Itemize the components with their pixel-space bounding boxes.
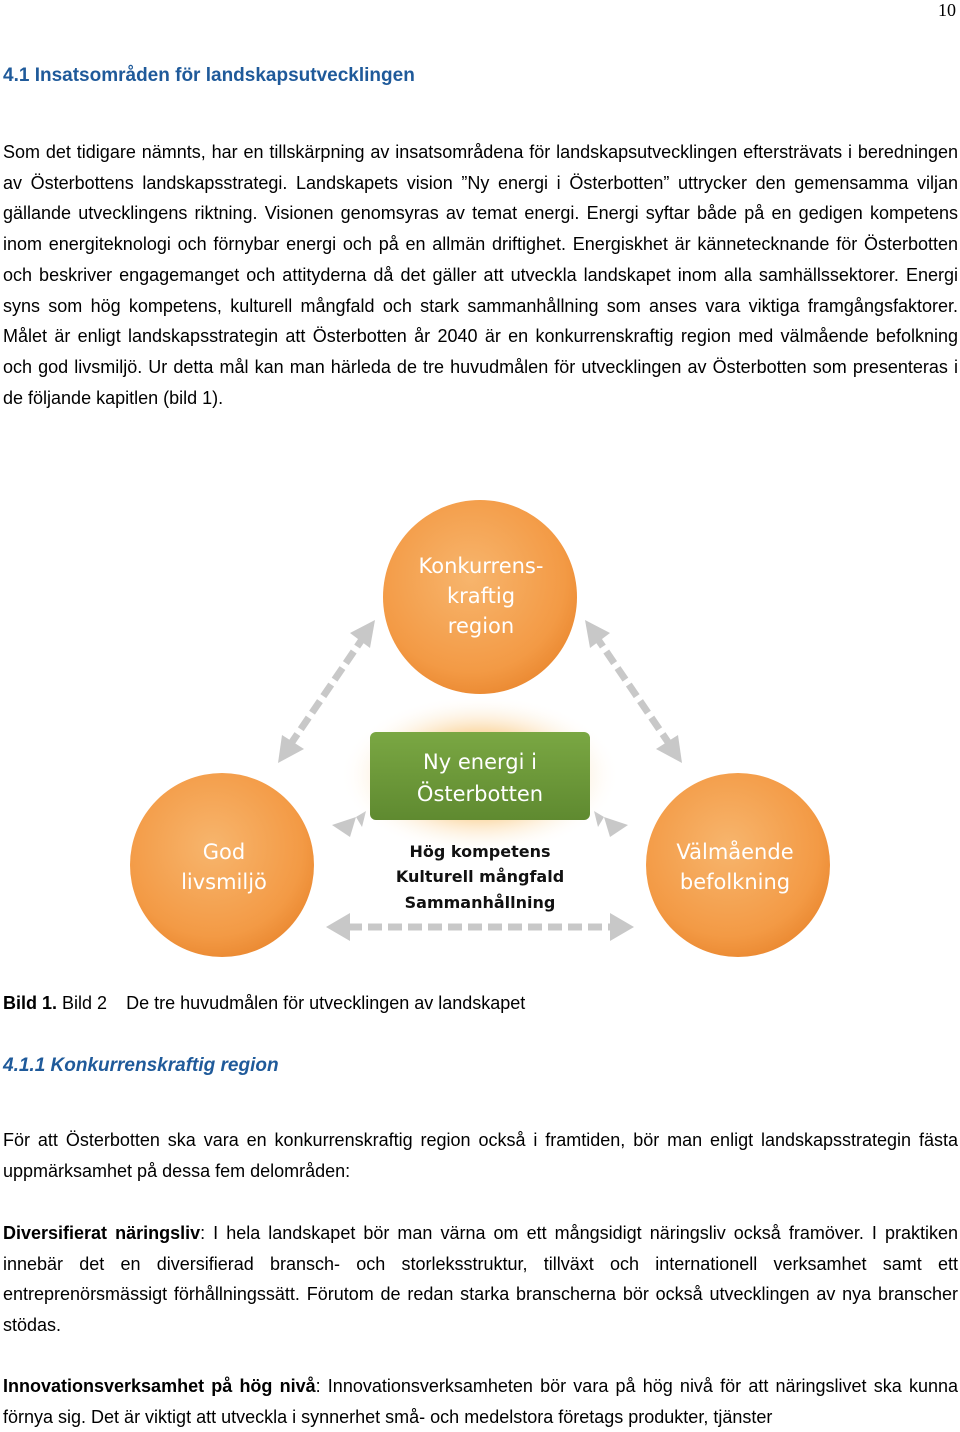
figure-caption xyxy=(3,993,525,1014)
arrow-top-left xyxy=(290,635,365,745)
center-box-line-2: Österbotten xyxy=(416,782,544,806)
paragraph-innovation xyxy=(3,1371,958,1432)
term-diversifierat: Diversifierat näringsliv xyxy=(3,1223,201,1243)
page-number: 10 xyxy=(938,0,956,20)
section-heading: 4.1 Insatsområden för landskapsutvecklingen xyxy=(3,65,415,86)
value-3: Sammanhållning xyxy=(404,893,556,912)
goals-diagram xyxy=(120,495,840,965)
left-circle-line-2: livsmiljö xyxy=(181,870,267,894)
arrowhead-bottom-right xyxy=(610,913,634,941)
intro-paragraph: Som det tidigare nämnts, har en tillskärpning av insatsområdena för landskapsutvecklingen eftersträvats i beredningen av Österbottens landskapsstrategi. Landskapets vision ”Ny energi i Österbotten” uttrycker den gemensamma viljan gällande utvecklingens riktning. Visionen genomsyras av temat energi. Energi syftar både på en gedigen kompetens inom energiteknologi och förnybar energi och på en allmän driftighet. Energiskhet är kännetecknande för Österbotten och beskriver engagemanget och attityderna då det gäller att utveckla landskapet inom alla samhällssektorer. Energi syns som hög kompetens, kulturell mångfald och stark sammanhållning som anses vara viktiga framgångsfaktorer. Målet är enligt landskapsstrategin att Österbotten år 2040 är en konkurrenskraftig region med välmående befolkning och god livsmiljö. Ur detta mål kan man härleda de tre huvudmålen för utvecklingen av Österbotten som presenteras i de följande kapitlen (bild 1). xyxy=(3,142,958,408)
arrowhead-bottom-left xyxy=(326,913,350,941)
term-innovation: Innovationsverksamhet på hög nivå xyxy=(3,1376,316,1396)
caption-text: De tre huvudmålen för utvecklingen av landskapet xyxy=(126,993,526,1013)
caption-number: Bild 2 xyxy=(62,993,108,1013)
paragraph-diversifierat xyxy=(3,1218,958,1341)
top-circle-line-3: region xyxy=(447,614,515,638)
text-innovation: : Innovationsverksamheten bör vara på hög nivå för att näringslivet ska kunna förnya sig. Det är viktigt att utveckla i synnerhet små- och medelstora företags produkter, tjänster xyxy=(3,1376,958,1427)
value-2: Kulturell mångfald xyxy=(395,867,565,886)
subsection-heading: 4.1.1 Konkurrenskraftig region xyxy=(3,1055,279,1076)
center-box xyxy=(370,732,590,820)
value-1: Hög kompetens xyxy=(409,842,551,861)
paragraph-intro-delomraden: För att Österbotten ska vara en konkurrenskraftig region också i framtiden, bör man enligt landskapsstrategin fästa uppmärksamhet på dessa fem delområden: xyxy=(3,1130,958,1181)
arrow-top-right xyxy=(595,635,670,745)
right-circle-line-2: befolkning xyxy=(679,870,791,894)
text-diversifierat: : I hela landskapet bör man värna om ett mångsidigt näringsliv också framöver. I praktiken innebär det en diversifierad bransch- och storleksstruktur, tillväxt och internationell verksamhet samt ett entreprenörsmässigt förhållningssätt. Förutom de redan starka branscherna bör också utvecklingen av nya branscher stödas. xyxy=(3,1223,958,1336)
center-box-line-1: Ny energi i xyxy=(423,750,537,774)
right-circle xyxy=(646,773,830,957)
top-circle-line-1: Konkurrens- xyxy=(418,554,544,578)
right-circle-line-1: Välmående xyxy=(676,840,794,864)
left-circle-line-1: God xyxy=(202,840,246,864)
caption-label: Bild 1. xyxy=(3,993,58,1013)
left-circle xyxy=(130,773,314,957)
top-circle-line-2: kraftig xyxy=(446,584,516,608)
